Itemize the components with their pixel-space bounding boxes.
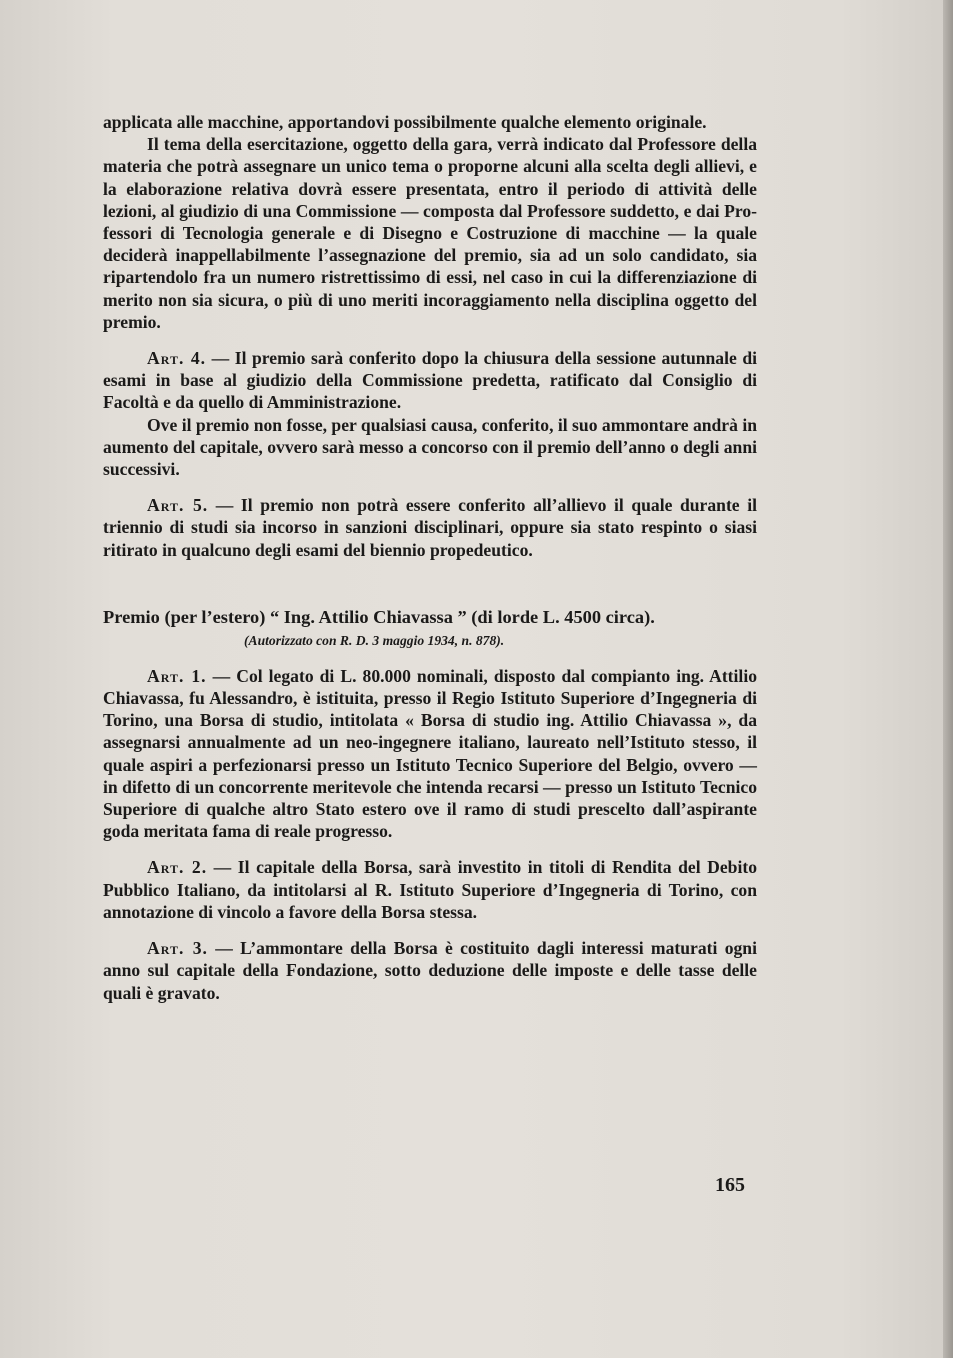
paragraph-continuation: applicata alle macchine, apportandovi possibilmente qualche elemento originale.: [103, 112, 707, 132]
section-subtitle: (Autorizzato con R. D. 3 maggio 1934, n. 878).: [244, 632, 505, 648]
article-4-label: Art. 4.: [147, 348, 207, 369]
article-4-paragraph-2: Ove il premio non fosse, per qualsiasi causa, conferito, il suo ammontare andrà in aumento del capitale, ovvero sarà messo a concorso con il premio dell’anno o degli anni successivi.: [103, 414, 757, 480]
page-edge-shadow: [943, 0, 953, 1358]
section-article-2-label: Art. 2.: [147, 857, 208, 878]
section-title: Premio (per l’estero) “ Ing. Attilio Chiavassa ” (di lorde L. 4500 circa).: [103, 606, 655, 627]
page-number: 165: [715, 1174, 745, 1196]
article-4-text: — Il premio sarà conferito dopo la chiusura della sessione autunnale di esami in base al giudizio della Commissione predetta, ratificato dal Consiglio di Facoltà e da quello di Amministrazione.: [103, 348, 757, 413]
section-article-2: [103, 856, 757, 923]
article-4: [103, 347, 757, 414]
section-article-1: [103, 665, 757, 843]
paragraph-exercise-topic: Il tema della esercitazione, oggetto della gara, verrà indicato dal Professore della materia che potrà assegnare un unico tema o proporne alcuni alla scelta degli allievi, e la elaborazione relativa dovrà essere presentata, entro il periodo di attività delle lezioni, al giudizio di una Commissione — composta dal Professore suddetto, e dai Professori di Tecnologia generale e di Disegno e Costruzione di macchine — la quale deciderà inappellabilmente l’assegnazione del premio, sia ad un solo candidato, sia ripartendolo fra un numero ristrettissimo di essi, nel caso in cui la differenziazione di merito non sia sicura, o più di uno meriti incoraggiamento nella disciplina oggetto del premio.: [103, 134, 757, 332]
section-article-3-text: — L’ammontare della Borsa è costituito dagli interessi maturati ogni anno sul capitale della Fondazione, sotto deduzione delle imposte e delle tasse delle quali è gravato.: [103, 938, 757, 1003]
document-body: [103, 111, 757, 1004]
section-article-3: [103, 937, 757, 1004]
section-article-1-text: — Col legato di L. 80.000 nominali, disposto dal compianto ing. Attilio Chiavassa, fu Alessandro, è istituita, presso il Regio Istituto Superiore d’Ingegneria di Torino, una Borsa di studio, intitolata « Borsa di studio ing. Attilio Chiavassa », da assegnarsi annualmente ad un neo-ingegnere italiano, laureato nell’Istituto stesso, il quale aspiri a perfezionarsi presso un Istituto Tecnico Superiore del Belgio, ovvero — in difetto di un concorrente meritevole che intenda recarsi — presso un Istituto Tecnico Superiore di qualche altro Stato estero ove il ramo di studi prescelto dall’aspirante goda meritata fama di reale progresso.: [103, 665, 758, 842]
article-5: [103, 494, 757, 561]
section-article-3-label: Art. 3.: [147, 938, 208, 959]
section-article-1-label: Art. 1.: [147, 665, 207, 686]
article-5-label: Art. 5.: [147, 495, 209, 516]
section-article-2-text: — Il capitale della Borsa, sarà investito in titoli di Rendita del Debito Pubblico Italiano, da intitolarsi al R. Istituto Superiore d’Ingegneria di Torino, con annotazione di vincolo a favore della Borsa stessa.: [103, 857, 757, 922]
article-5-text: — Il premio non potrà essere conferito all’allievo il quale durante il triennio di studi sia incorso in sanzioni disciplinari, oppure sia stato respinto o siasi ritirato in qualcuno degli esami del biennio propedeutico.: [103, 495, 757, 560]
